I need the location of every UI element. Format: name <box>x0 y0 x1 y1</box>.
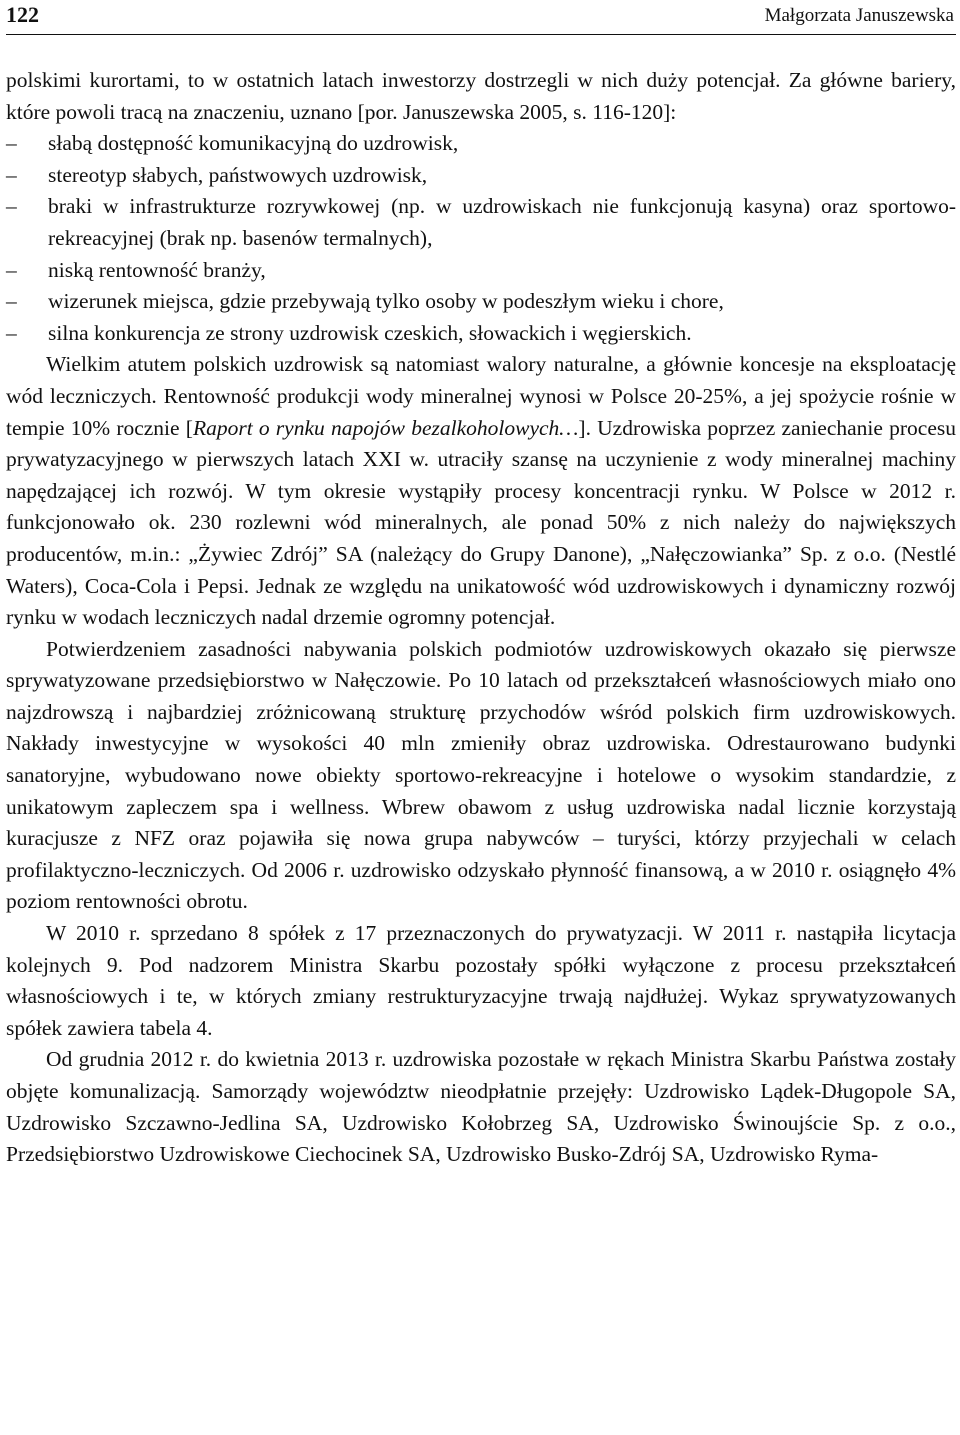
dash-marker: – <box>6 289 17 314</box>
paragraph-text: ]. Uzdrowiska poprzez zaniechanie procesu prywatyzacyjnego w pierwszych latach XXI w. utraciły szansę na uczynienie z wody mineralnej machiny napędzającej ich rozwój. W tym okresie wystąpiły procesy koncentracji rynku. W Polsce w 2012 r. funkcjonowało ok. 230 rozlewni wód mineralnych, ale ponad 50% z nich należy do największych producentów, m.in.: „Żywiec Zdrój” SA (należący do Grupy Danone), „Nałęczowianka” Sp. z o.o. (Nestlé Waters), Coca-Cola i Pepsi. Jednak ze względu na unikatowość wód uzdrowiskowych i dynamiczny rozwój rynku w wodach leczniczych nadal drzemie ogromny potencjał. <box>6 415 956 630</box>
list-item <box>6 318 956 350</box>
paragraph-communalization: Od grudnia 2012 r. do kwietnia 2013 r. uzdrowiska pozostałe w rękach Ministra Skarbu Państwa zostały objęte komunalizacją. Samorządy województw nieodpłatnie przejęły: Uzdrowisko Lądek-Długopole SA, Uzdrowisko Szczawno-Jedlina SA, Uzdrowisko Kołobrzeg SA, Uzdrowisko Świnoujście Sp. z o.o., Przedsiębiorstwo Uzdrowiskowe Ciechocinek SA, Uzdrowisko Busko-Zdrój SA, Uzdrowisko Ryma- <box>6 1047 956 1167</box>
paragraph-natural-assets <box>6 349 956 633</box>
page-number: 122 <box>6 2 39 27</box>
paragraph-naleczow: Potwierdzeniem zasadności nabywania polskich podmiotów uzdrowiskowych okazało się pierwsze sprywatyzowane przedsiębiorstwo w Nałęczowie. Po 10 latach od przekształceń własnościowych miało ono najzdrowszą i najbardziej zróżnicowaną strukturę przychodów wśród polskich firm uzdrowiskowych. Nakłady inwestycyjne w wysokości 40 mln zmieniły obraz uzdrowiska. Odrestaurowano budynki sanatoryjne, wybudowano nowe obiekty sportowo-rekreacyjne i hotelowe o wysokim standardzie, z unikatowym zapleczem spa i wellness. Wbrew obawom z usług uzdrowiska nadal licznie korzystają kuracjusze z NFZ oraz pojawiła się nowa grupa nabywców – turyści, którzy przyjechali w celach profilaktyczno-leczniczych. Od 2006 r. uzdrowisko odzyskało płynność finansową, a w 2010 r. osiągnęło 4% poziom rentowności obrotu. <box>6 636 956 914</box>
paragraph-privatization: W 2010 r. sprzedano 8 spółek z 17 przeznaczonych do prywatyzacji. W 2011 r. nastąpiła licytacja kolejnych 9. Pod nadzorem Ministra Skarbu pozostały spółki wyłączone z procesu przekształceń własnościowych i te, w których zmiany restrukturyzacyjne trwają najdłużej. Wykaz sprywatyzowanych spółek zawiera tabela 4. <box>6 921 956 1040</box>
list-item-text: słabą dostępność komunikacyjną do uzdrowisk, <box>48 131 459 156</box>
citation-title: Raport o rynku napojów bezalkoholowych… <box>192 415 579 440</box>
list-item-text: braki w infrastrukturze rozrywkowej (np. w uzdrowiskach nie funkcjonują kasyna) oraz sportowo-rekreacyjnej (brak np. basenów termalnych), <box>48 194 956 250</box>
dash-marker: – <box>6 257 17 282</box>
list-item-text: wizerunek miejsca, gdzie przebywają tylko osoby w podeszłym wieku i chore, <box>48 289 724 314</box>
running-author: Małgorzata Januszewska <box>764 5 954 26</box>
barriers-list <box>6 128 956 349</box>
running-header <box>6 0 956 35</box>
list-item <box>6 128 956 160</box>
list-item <box>6 191 956 254</box>
dash-marker: – <box>6 131 17 156</box>
list-item <box>6 160 956 192</box>
list-item <box>6 286 956 318</box>
list-item-text: stereotyp słabych, państwowych uzdrowisk, <box>48 162 428 187</box>
dash-marker: – <box>6 320 17 345</box>
paragraph-text: Wielkim atutem polskich uzdrowisk są natomiast walory naturalne, a głównie koncesje na eksploatację wód leczniczych. Rentowność produkcji wody mineralnej wynosi w Polsce 20-25%, a jej spożycie rośnie w tempie 10% rocznie [ <box>6 352 956 440</box>
list-item-text: niską rentowność branży, <box>48 257 266 282</box>
body-text <box>6 65 956 1171</box>
list-item <box>6 255 956 287</box>
list-item-text: silna konkurencja ze strony uzdrowisk czeskich, słowackich i węgierskich. <box>48 320 692 345</box>
dash-marker: – <box>6 194 17 219</box>
intro-paragraph: polskimi kurortami, to w ostatnich latach inwestorzy dostrzegli w nich duży potencjał. Za główne bariery, które powoli tracą na znaczeniu, uznano [por. Januszewska 2005, s. 116-120]: <box>6 68 956 124</box>
dash-marker: – <box>6 162 17 187</box>
